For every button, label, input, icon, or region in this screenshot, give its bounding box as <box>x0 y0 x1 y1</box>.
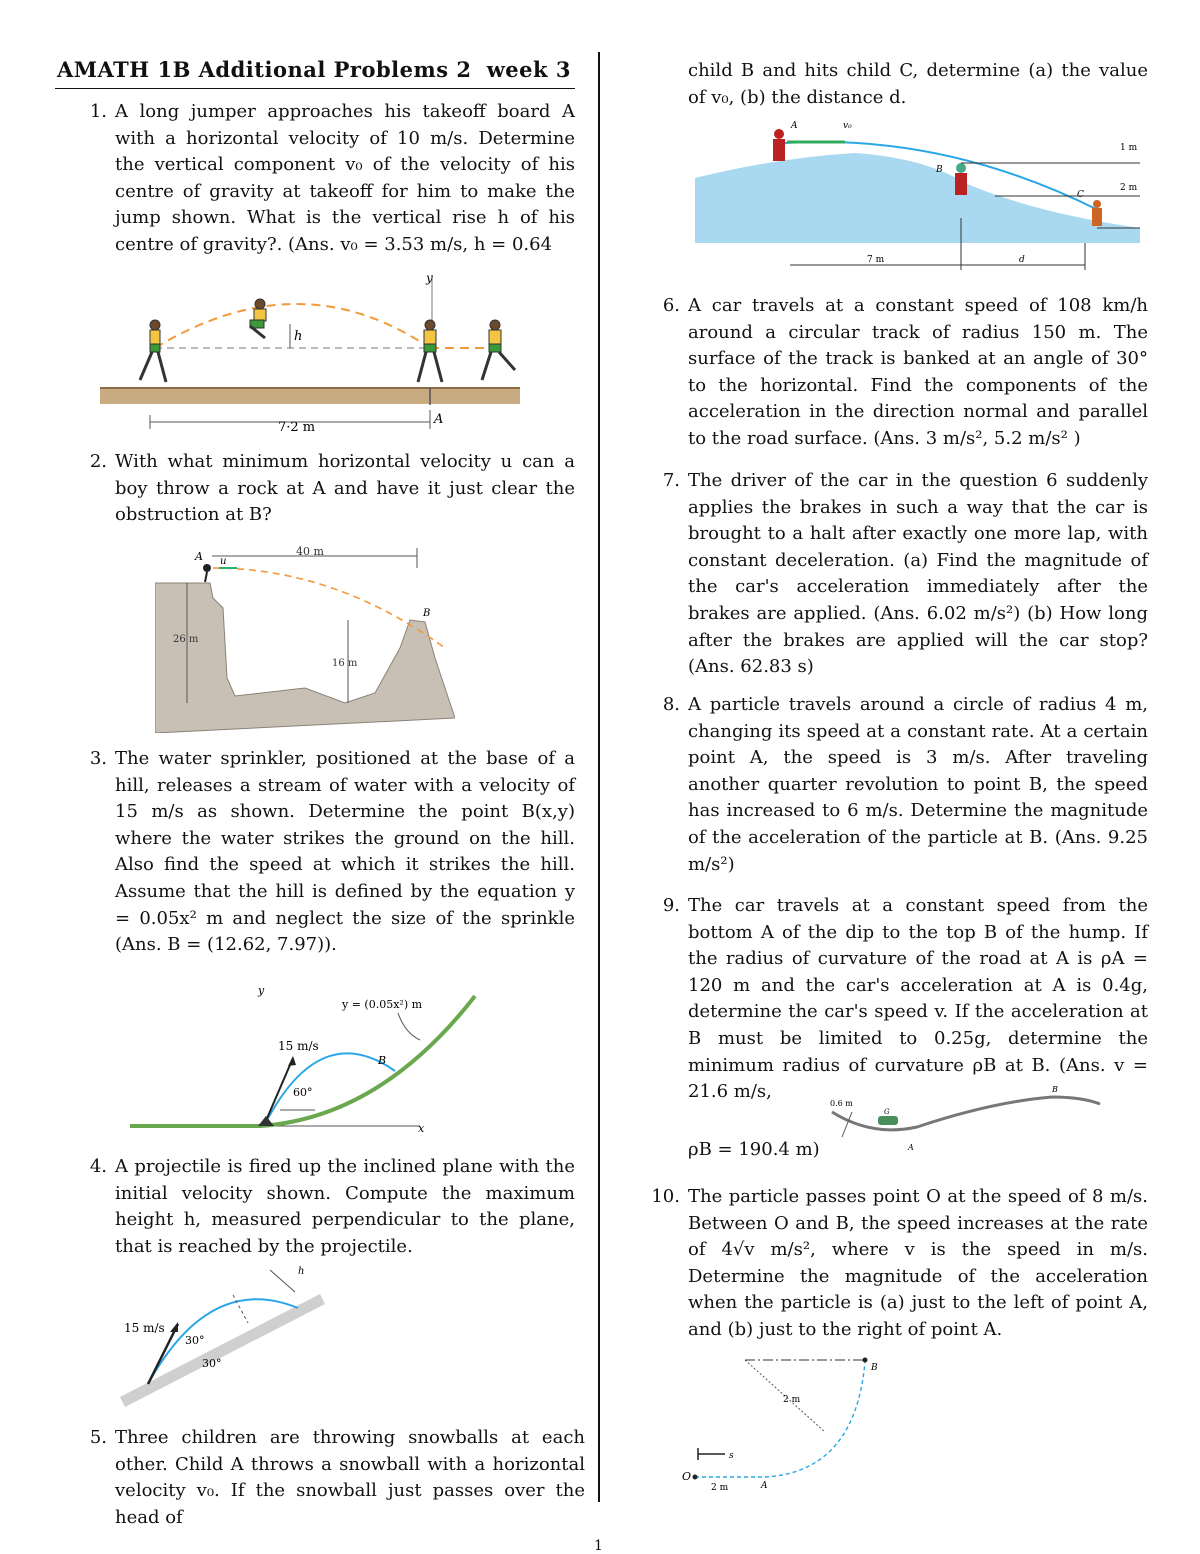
b-label: B <box>1052 1085 1058 1094</box>
figure-long-jump <box>100 270 530 440</box>
angle1-label: 30° <box>185 1334 205 1347</box>
terrain <box>155 583 455 733</box>
figure-cliff <box>155 538 455 733</box>
a-label: A <box>791 121 798 131</box>
problem-9 <box>628 893 1148 1106</box>
problem-10 <box>628 1184 1148 1344</box>
problem-number: 7. <box>662 470 680 491</box>
u-label: u <box>220 556 227 567</box>
o-label: O <box>682 1470 692 1483</box>
equation-label: y = (0.05x²) m <box>342 998 423 1011</box>
problem-3 <box>55 746 575 959</box>
problem-text: With what minimum horizontal velocity u can a boy throw a rock at A and have it just clear the obstruction at B? <box>115 451 575 526</box>
left-height-label: 26 m <box>173 634 199 645</box>
incline-plane <box>120 1294 325 1407</box>
y-axis-label: y <box>426 271 433 285</box>
column-divider <box>598 52 600 1502</box>
h-label: h <box>298 1266 305 1277</box>
problem-number: 10. <box>651 1186 680 1207</box>
x-axis-label: x <box>418 1122 425 1135</box>
ground <box>100 388 520 404</box>
speed-label: 15 m/s <box>278 1039 319 1053</box>
problem-number: 1. <box>89 101 107 122</box>
speed-label: 15 m/s <box>124 1321 165 1335</box>
problem-text: The driver of the car in the question 6 suddenly applies the brakes in such a way that the car is brought to a halt after exactly one more lap, with constant deceleration. (a) Find the magnitude of the car's acceleration immediately after the brakes are applied. (Ans. 6.02 m/s²) (b) How long after the brakes are applied will the car stop? (Ans. 62.83 s) <box>688 470 1148 678</box>
problem-text: A projectile is fired up the inclined plane with the initial velocity shown. Compute the maximum height h, measured perpendicular to the plane, that is reached by the projectile. <box>115 1156 575 1257</box>
page-header <box>55 55 575 89</box>
problem-number: 4. <box>89 1156 107 1177</box>
figure-snowballs <box>695 118 1145 278</box>
jumper-figure-4 <box>482 320 515 380</box>
problem-text: A car travels at a constant speed of 108 km/h around a circular track of radius 150 m. The surface of the track is banked at an angle of 30° to the horizontal. Find the components of the acceleration in the direction normal and parallel to the road surface. (Ans. 3 m/s², 5.2 m/s² ) <box>688 295 1148 449</box>
problem-number: 8. <box>662 694 680 715</box>
particle-path <box>765 1362 865 1477</box>
b-label: B <box>936 165 943 175</box>
problem-text: The water sprinkler, positioned at the base of a hill, releases a stream of water with a velocity of 15 m/s as shown. Determine the point B(x,y) where the water strikes the ground on the hill. Also find the speed at which it strikes the hill. Assume that the hill is defined by the equation y = 0.05x² m and neglect the size of the sprinkle (Ans. B = (12.62, 7.97)). <box>115 748 575 956</box>
jumper-figure-1 <box>140 320 166 382</box>
problem-7 <box>628 468 1148 681</box>
problem-number: 6. <box>662 295 680 316</box>
problem-number <box>628 1137 680 1164</box>
problem-6 <box>628 293 1148 453</box>
s-label: s <box>729 1451 734 1461</box>
problem-number: 2. <box>89 451 107 472</box>
page-number: 1 <box>594 1538 603 1554</box>
b-label: B <box>423 608 431 619</box>
a-label: A <box>761 1481 768 1491</box>
problem-number: 5. <box>89 1427 107 1448</box>
d2-label: 2 m <box>1120 183 1138 193</box>
hill <box>130 996 475 1126</box>
g-label: G <box>884 1108 890 1116</box>
problem-text: A particle travels around a circle of radius 4 m, changing its speed at a constant rate. At a certain point A, the speed is 3 m/s. After traveling another quarter revolution to point B, the speed has increased to 6 m/s. Determine the magnitude of the acceleration of the particle at B. (Ans. 9.25 m/s²) <box>688 694 1148 875</box>
distance-label: 7·2 m <box>278 420 316 435</box>
dist2-label: d <box>1019 255 1025 265</box>
a-label: A <box>434 412 444 427</box>
road <box>832 1097 1100 1130</box>
angle-label: 60° <box>293 1086 313 1099</box>
a-label: A <box>908 1143 914 1152</box>
v0-label: v₀ <box>843 121 852 131</box>
week-label: week 3 <box>486 57 571 82</box>
y-axis-label: y <box>258 984 265 997</box>
problem-5-continued <box>628 58 1148 111</box>
problem-text: ρB = 190.4 m) <box>688 1139 820 1160</box>
figure-sprinkler <box>130 978 490 1138</box>
dist-label: 2 m <box>711 1483 729 1492</box>
problem-number: 3. <box>89 748 107 769</box>
a-label: A <box>195 550 203 563</box>
span-label: 40 m <box>296 545 324 558</box>
radius-label: 2 m <box>783 1395 801 1405</box>
h-label: h <box>294 329 303 344</box>
b-label: B <box>871 1363 878 1373</box>
problem-2 <box>55 449 575 529</box>
left-column <box>55 55 575 89</box>
problem-4 <box>55 1154 575 1260</box>
problem-9-continued <box>628 1137 1148 1164</box>
c-label: C <box>1077 190 1084 200</box>
jumper-figure-2 <box>250 299 266 338</box>
angle2-label: 30° <box>202 1357 222 1370</box>
d1-label: 1 m <box>1120 143 1138 153</box>
problem-text: child B and hits child C, determine (a) the value of v₀, (b) the distance d. <box>688 60 1148 108</box>
problem-5 <box>55 1425 585 1531</box>
problem-1 <box>55 99 575 259</box>
figure-incline <box>120 1262 360 1412</box>
b-label: B <box>378 1054 387 1067</box>
dist1-label: 7 m <box>867 255 885 265</box>
problem-number: 9. <box>662 895 680 916</box>
dist-label: 0.6 m <box>830 1099 853 1108</box>
jumper-figure-3 <box>418 320 442 382</box>
problem-text: Three children are throwing snowballs at each other. Child A throws a snowball with a horizontal velocity v₀. If the snowball just passes over the head of <box>115 1427 585 1528</box>
page-title: AMATH 1B Additional Problems 2 <box>57 57 472 82</box>
problem-8 <box>628 692 1148 878</box>
problem-text: The particle passes point O at the speed of 8 m/s. Between O and B, the speed increases at the rate of 4√v m/s², where v is the speed in m/s. Determine the magnitude of the acceleration when the particle is (a) just to the left of point A, and (b) just to the right of point A. <box>688 1186 1148 1340</box>
b-height-label: 16 m <box>332 658 358 669</box>
problem-text: The car travels at a constant speed from the bottom A of the dip to the top B of the hump. If the radius of curvature of the road at A is ρA = 120 m and the car's acceleration at A is 0.4g, determine the car's speed v. If the acceleration at B must be limited to 0.25g, determine the minimum radius of curvature ρB at B. (Ans. v = 21.6 m/s, <box>688 895 1148 1103</box>
trajectory <box>155 304 430 348</box>
problem-text: A long jumper approaches his takeoff board A with a horizontal velocity of 10 m/s. Determine the vertical component v₀ of the velocity of his centre of gravity at takeoff for him to make the jump shown. What is the vertical rise h of his centre of gravity?. (Ans. v₀ = 3.53 m/s, h = 0.64 <box>115 101 575 255</box>
problem-number <box>628 58 680 111</box>
figure-path <box>675 1352 895 1492</box>
